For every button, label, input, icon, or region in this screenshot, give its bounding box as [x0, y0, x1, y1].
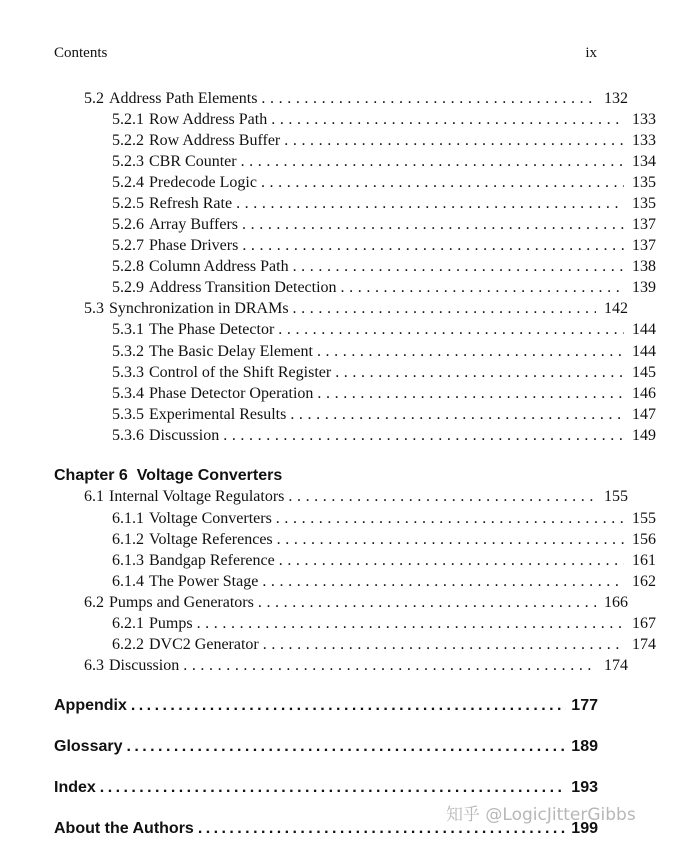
- dot-leader: [277, 530, 624, 550]
- toc-entry-number: 5.3.1: [112, 321, 144, 338]
- toc-entry-number: 5.3.3: [112, 364, 144, 381]
- toc-entry-title: Index: [54, 779, 96, 796]
- toc-entry-page: 166: [604, 594, 628, 611]
- toc-entry[interactable]: [54, 342, 656, 362]
- toc-entry-page: 167: [632, 615, 656, 632]
- toc-entry-title: Voltage Converters: [149, 510, 272, 527]
- toc-entry-title: The Basic Delay Element: [149, 343, 313, 360]
- toc-entry-title: Bandgap Reference: [149, 552, 275, 569]
- toc-entry-page: 135: [632, 195, 656, 212]
- toc-entry-title: Pumps: [149, 615, 193, 632]
- watermark: 知乎 @LogicJitterGibbs: [446, 805, 636, 825]
- dot-leader: [293, 257, 624, 277]
- toc-entry-title: Column Address Path: [149, 258, 289, 275]
- dot-leader: [262, 572, 624, 592]
- dot-leader: [293, 299, 596, 319]
- running-head: [54, 44, 597, 62]
- toc-entry-page: 147: [632, 406, 656, 423]
- toc-entry[interactable]: [54, 572, 656, 592]
- toc-entry-page: 144: [632, 343, 656, 360]
- toc-entry-title: Control of the Shift Register: [149, 364, 332, 381]
- dot-leader: [258, 593, 596, 613]
- toc-entry-title: Voltage References: [149, 531, 273, 548]
- dot-leader: [261, 89, 596, 109]
- toc-entry-page: 138: [632, 258, 656, 275]
- toc-entry-title: Appendix: [54, 697, 127, 714]
- toc-entry[interactable]: [54, 320, 656, 340]
- chapter-heading[interactable]: [54, 466, 282, 486]
- toc-entry-number: 5.2.5: [112, 195, 144, 212]
- chapter-title: Voltage Converters: [136, 467, 283, 484]
- dot-leader: [317, 384, 624, 404]
- toc-entry-title: Predecode Logic: [149, 174, 257, 191]
- dot-leader: [241, 152, 624, 172]
- toc-back-matter-entry[interactable]: [54, 696, 598, 716]
- toc-entry-number: 6.1.3: [112, 552, 144, 569]
- toc-entry-number: 6.1.1: [112, 510, 144, 527]
- toc-entry-number: 5.3.4: [112, 385, 144, 402]
- toc-entry-title: Row Address Path: [149, 111, 268, 128]
- toc-entry-title: Experimental Results: [149, 406, 287, 423]
- toc-entry-page: 174: [632, 636, 656, 653]
- toc-entry-title: Pumps and Generators: [109, 594, 254, 611]
- toc-entry-number: 6.1.4: [112, 573, 144, 590]
- dot-leader: [290, 405, 624, 425]
- toc-entry-title: Discussion: [149, 427, 220, 444]
- toc-entry-page: 133: [632, 111, 656, 128]
- toc-entry[interactable]: [54, 593, 628, 613]
- toc-entry-number: 5.2: [84, 90, 104, 107]
- toc-entry[interactable]: [54, 487, 628, 507]
- toc-entry-page: 155: [604, 488, 628, 505]
- dot-leader: [263, 635, 624, 655]
- toc-entry-page: 137: [632, 237, 656, 254]
- toc-entry[interactable]: [54, 384, 656, 404]
- toc-entry[interactable]: [54, 257, 656, 277]
- dot-leader: [236, 194, 624, 214]
- toc-entry[interactable]: [54, 656, 628, 676]
- toc-entry[interactable]: [54, 530, 656, 550]
- dot-leader: [317, 342, 624, 362]
- toc-entry[interactable]: [54, 363, 656, 383]
- toc-entry-number: 5.2.4: [112, 174, 144, 191]
- toc-entry-page: 133: [632, 132, 656, 149]
- toc-entry-title: Synchronization in DRAMs: [109, 300, 289, 317]
- toc-entry-title: The Power Stage: [149, 573, 259, 590]
- dot-leader: [242, 215, 624, 235]
- dot-leader: [284, 131, 624, 151]
- toc-entry-title: Phase Drivers: [149, 237, 239, 254]
- toc-entry-number: 5.2.6: [112, 216, 144, 233]
- toc-entry[interactable]: [54, 215, 656, 235]
- toc-entry-page: 177: [571, 697, 598, 714]
- toc-entry-number: 5.3.5: [112, 406, 144, 423]
- toc-entry-number: 5.2.8: [112, 258, 144, 275]
- running-head-title: Contents: [54, 45, 108, 61]
- toc-entry-title: The Phase Detector: [149, 321, 275, 338]
- toc-entry-number: 5.2.7: [112, 237, 144, 254]
- dot-leader: [279, 551, 624, 571]
- dot-leader: [341, 278, 624, 298]
- toc-entry-title: CBR Counter: [149, 153, 237, 170]
- toc-entry-page: 149: [632, 427, 656, 444]
- toc-entry-number: 5.2.2: [112, 132, 144, 149]
- toc-entry[interactable]: [54, 509, 656, 529]
- toc-entry[interactable]: [54, 299, 628, 319]
- toc-entry[interactable]: [54, 110, 656, 130]
- dot-leader: [223, 426, 624, 446]
- toc-entry-number: 5.3: [84, 300, 104, 317]
- toc-entry-title: Glossary: [54, 738, 123, 755]
- toc-entry-title: Row Address Buffer: [149, 132, 281, 149]
- dot-leader: [131, 696, 566, 716]
- toc-back-matter-entry[interactable]: [54, 737, 598, 757]
- toc-entry-page: 174: [604, 657, 628, 674]
- dot-leader: [126, 737, 566, 757]
- toc-entry-page: 193: [571, 779, 598, 796]
- dot-leader: [335, 363, 624, 383]
- toc-entry-number: 5.2.9: [112, 279, 144, 296]
- toc-entry[interactable]: [54, 405, 656, 425]
- dot-leader: [242, 236, 624, 256]
- dot-leader: [276, 509, 624, 529]
- toc-entry-title: Address Transition Detection: [149, 279, 337, 296]
- dot-leader: [100, 778, 566, 798]
- toc-entry-page: 134: [632, 153, 656, 170]
- dot-leader: [183, 656, 596, 676]
- toc-entry-number: 5.3.6: [112, 427, 144, 444]
- toc-entry-title: Internal Voltage Regulators: [109, 488, 285, 505]
- toc-entry[interactable]: [54, 152, 656, 172]
- toc-entry-title: Refresh Rate: [149, 195, 233, 212]
- dot-leader: [288, 487, 596, 507]
- dot-leader: [197, 614, 624, 634]
- dot-leader: [271, 110, 624, 130]
- toc-entry[interactable]: [54, 426, 656, 446]
- toc-entry[interactable]: [54, 89, 628, 109]
- toc-entry-page: 162: [632, 573, 656, 590]
- toc-entry-title: About the Authors: [54, 820, 194, 837]
- toc-entry-page: 135: [632, 174, 656, 191]
- toc-entry[interactable]: [54, 236, 656, 256]
- toc-entry-number: 6.2: [84, 594, 104, 611]
- toc-entry[interactable]: [54, 173, 656, 193]
- toc-entry-page: 144: [632, 321, 656, 338]
- toc-entry-page: 137: [632, 216, 656, 233]
- dot-leader: [261, 173, 624, 193]
- toc-entry-page: 132: [604, 90, 628, 107]
- toc-entry[interactable]: [54, 194, 656, 214]
- toc-entry-number: 6.2.1: [112, 615, 144, 632]
- toc-entry-page: 161: [632, 552, 656, 569]
- toc-entry-page: 189: [571, 738, 598, 755]
- toc-entry-number: 6.1: [84, 488, 104, 505]
- toc-entry-title: DVC2 Generator: [149, 636, 259, 653]
- toc-entry-title: Address Path Elements: [109, 90, 258, 107]
- toc-entry-number: 5.2.3: [112, 153, 144, 170]
- toc-entry-title: Array Buffers: [149, 216, 239, 233]
- toc-entry[interactable]: [54, 278, 656, 298]
- toc-entry[interactable]: [54, 635, 656, 655]
- toc-entry-title: Discussion: [109, 657, 180, 674]
- toc-entry-page: 155: [632, 510, 656, 527]
- toc-entry[interactable]: [54, 551, 656, 571]
- dot-leader: [278, 320, 624, 340]
- toc-back-matter-entry[interactable]: [54, 778, 598, 798]
- toc-entry-page: 199: [571, 820, 598, 837]
- toc-entry[interactable]: [54, 614, 656, 634]
- toc-entry-number: 6.1.2: [112, 531, 144, 548]
- chapter-label: Chapter 6: [54, 467, 128, 484]
- toc-entry-number: 5.2.1: [112, 111, 144, 128]
- toc-entry-page: 156: [632, 531, 656, 548]
- toc-entry-page: 139: [632, 279, 656, 296]
- toc-entry-number: 5.3.2: [112, 343, 144, 360]
- running-head-page-number: ix: [585, 45, 597, 61]
- toc-entry-page: 146: [632, 385, 656, 402]
- toc-entry-number: 6.2.2: [112, 636, 144, 653]
- toc-entry-page: 145: [632, 364, 656, 381]
- toc-entry-number: 6.3: [84, 657, 104, 674]
- toc-entry-title: Phase Detector Operation: [149, 385, 314, 402]
- toc-entry-page: 142: [604, 300, 628, 317]
- toc-entry[interactable]: [54, 131, 656, 151]
